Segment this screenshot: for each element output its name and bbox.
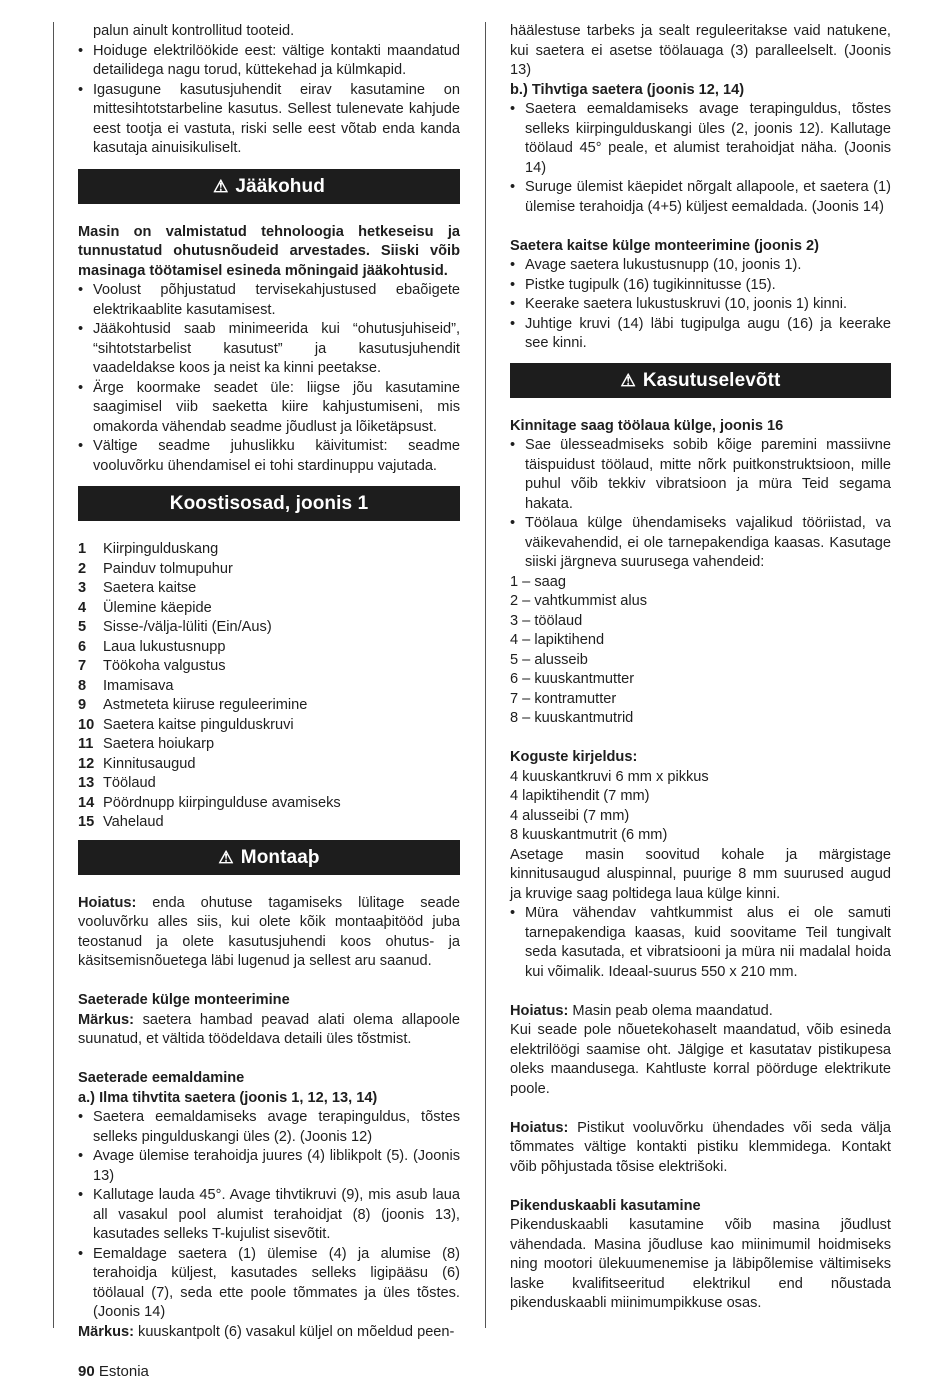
component-number: 9 (78, 697, 87, 713)
note-2: Märkus: kuuskantpolt (6) vasakul küljel on mõeldud peen- (78, 1323, 455, 1340)
component-item (78, 638, 460, 658)
component-item (78, 794, 460, 814)
section-heading-assembly: ⚠ Montaaþ (78, 840, 460, 875)
tools-list (510, 573, 891, 729)
list-item: • Sae ülesseadmiseks sobib kõige paremini massiivne täispuidust töölaud, mitte nõrk puitkonstruktsioon, mille puhul võib tekkiv vibratsioon ja müra Teid segama hakata. (510, 437, 891, 512)
component-item (78, 677, 460, 697)
list-item: • Voolust põhjustatud tervisekahjustused ebaõigete elektrikaablite kasutamisest. (78, 282, 460, 318)
component-number: 1 (78, 541, 87, 557)
component-item (78, 599, 460, 619)
list-item: • Kallutage lauda 45°. Avage tihvtikruvi (9), mis asub laua all vasakul pool alumist terahoidjat (8) (joonis 13), kasutades selleks T-kujulist sisevõtit. (78, 1187, 460, 1242)
extension-heading: Pikenduskaabli kasutamine (510, 1197, 701, 1214)
component-label: Ülemine käepide (103, 599, 212, 616)
component-item (78, 774, 460, 794)
tool-item: 3 – töölaud (510, 612, 583, 629)
part-item: 8 kuuskantmutrit (6 mm) (510, 827, 668, 843)
components-list (78, 540, 460, 833)
tool-item: 2 – vahtkummist alus (510, 593, 648, 609)
removal-heading: Saeterade eemaldamine (78, 1070, 245, 1086)
sub-heading-a: a.) Ilma tihvtita saetera (joonis 1, 12, 13, 14) (78, 1089, 378, 1106)
component-number: 6 (78, 638, 87, 655)
column-rule-left (53, 22, 54, 1328)
section-heading-commissioning: ⚠ Kasutuselevõtt (510, 363, 891, 398)
footer-language: Estonia (98, 1363, 149, 1380)
list-item: • Suruge ülemist käepidet nõrgalt allapoole, et saetera (1) ülemise terahoidja (4+5) küljest eemaldada. (Joonis 14) (510, 179, 891, 215)
section-heading-residual: ⚠ Jääkohud (78, 169, 460, 204)
component-label: Saetera hoiukarp (103, 736, 215, 752)
parts-list (510, 768, 891, 846)
tool-item: 4 – lapiktihend (510, 632, 605, 648)
warning-icon: ⚠ (213, 176, 229, 196)
component-label: Pöördnupp kiirpingulduse avamiseks (103, 794, 341, 811)
component-label: Vahelaud (103, 814, 164, 830)
list-item: • Avage ülemise terahoidja juures (4) liblikpolt (5). (Joonis 13) (78, 1148, 460, 1184)
list-item: • Hoiduge elektrilöökide eest: vältige kontakti maandatud detailidega nagu torud, küttekehad ja külmkapid. (78, 42, 460, 78)
extension-text: Pikenduskaabli kasutamine võib masina jõudlust vähendada. Masina jõudluse kao miinimumil hoidmiseks ning mootori ülekuumenemise ja läbipõlemise vältimiseks laske kvalifitseeritud elektrikul end nõustada pikenduskaabli miinimumpikkuse osas. (510, 1217, 891, 1311)
warning-icon: ⚠ (218, 847, 234, 867)
component-label: Painduv tolmupuhur (103, 560, 233, 577)
parts-text: Asetage masin soovitud kohale ja märgistage kinnitusaugud aluspinnal, puurige 8 mm suurused augud ja kruvige saag poltidega laua külge kinni. (510, 846, 891, 902)
right-column (510, 22, 891, 1314)
warning-ground: Hoiatus: Masin peab olema maandatud. (510, 1002, 773, 1019)
component-label: Laua lukustusnupp (103, 638, 226, 655)
component-number: 2 (78, 560, 87, 577)
component-item (78, 813, 460, 833)
component-number: 10 (78, 716, 95, 733)
component-item (78, 696, 460, 716)
component-item (78, 579, 460, 599)
intro-line: palun ainult kontrollitud tooteid. (93, 23, 295, 39)
tool-item: 8 – kuuskantmutrid (510, 710, 634, 726)
part-item: 4 kuuskantkruvi 6 mm x pikkus (510, 768, 709, 785)
warning-icon: ⚠ (620, 370, 636, 390)
page-number: 90 (78, 1363, 95, 1380)
component-label: Sisse-/välja-lüliti (Ein/Aus) (103, 619, 272, 635)
tool-item: 7 – kontramutter (510, 690, 617, 707)
list-item: • Avage saetera lukustusnupp (10, joonis 1). (510, 257, 802, 273)
warning-plug: Hoiatus: Pistikut vooluvõrku ühendades või seda välja tõmmates vältige kontakti pistiku klemmidega. Kontakt võib põhjustada tõsise elektrišoki. (510, 1119, 891, 1175)
component-item (78, 560, 460, 580)
component-number: 5 (78, 619, 87, 635)
component-number: 13 (78, 775, 95, 791)
mount-heading: Kinnitage saag töölaua külge, joonis 16 (510, 417, 784, 434)
component-item (78, 657, 460, 677)
part-item: 4 alusseibi (7 mm) (510, 807, 630, 824)
component-item (78, 618, 460, 638)
part-item: 4 lapiktihendit (7 mm) (510, 788, 650, 804)
list-item: • Saetera eemaldamiseks avage terapinguldus, tõstes selleks kiirpingulduskangi üles (2, joonis 12). Kallutage töölaud 45° peale, et alumist terahoidjat näha. (Joonis 14) (510, 101, 891, 176)
component-label: Kinnitusaugud (103, 755, 196, 772)
continued-text: häälestuse tarbeks ja sealt reguleeritakse vaid natukene, kui saetera ei asetse töölauaga (3) paralleelselt. (Joonis 13) (510, 23, 891, 78)
list-item: • Müra vähendav vahtkummist alus ei ole samuti tarnepakendiga kaasas, kuid soovitame Teil tungivalt seda kasutada, et vibratsiooni ja müra nii madalal hoida kui võimalik. Ideaal-suurus 550 x 210 mm. (510, 905, 891, 980)
ground-text: Kui seade pole nõuetekohaselt maandatud, võib esineda elektrilöögi saamise oht. Jälgige et kasutatav pistikupesa oleks maandusega. Kahtluste korral pöörduge elektrikute poole. (510, 1022, 891, 1097)
component-item (78, 716, 460, 736)
parts-heading: Koguste kirjeldus: (510, 749, 638, 765)
list-item: • Pistke tugipulk (16) tugikinnitusse (15). (510, 276, 776, 293)
blade-mount-heading: Saeterade külge monteerimine (78, 992, 290, 1008)
component-number: 3 (78, 580, 87, 596)
component-item (78, 735, 460, 755)
component-number: 14 (78, 794, 95, 811)
column-rule-center (485, 22, 486, 1328)
guard-heading: Saetera kaitse külge monteerimine (joonis 2) (510, 237, 820, 254)
component-number: 8 (78, 677, 87, 694)
section-heading-components: Koostisosad, joonis 1 (78, 486, 460, 521)
component-number: 12 (78, 755, 95, 772)
component-label: Töökoha valgustus (103, 658, 226, 674)
list-item: • Juhtige kruvi (14) läbi tugipulga augu (16) ja keerake see kinni. (510, 315, 891, 351)
assembly-warning: Hoiatus: enda ohutuse tagamiseks lülitage seade vooluvõrku alles siis, kui olete kõik montaaþitööd juba teostanud ja olete kasutusjuhendi koos ohutus- ja käsitsemisnõuetega läbi lugenud ja sellest aru saanud. (78, 894, 460, 969)
component-label: Astmeteta kiiruse reguleerimine (103, 697, 308, 713)
blade-note: Märkus: saetera hambad peavad alati olema allapoole suunatud, et vältida töödeldava detaili üles tõstmist. (78, 1011, 460, 1047)
tool-item: 1 – saag (510, 573, 566, 590)
tool-item: 5 – alusseib (510, 651, 588, 668)
component-number: 4 (78, 599, 87, 616)
left-column (78, 22, 460, 1342)
list-item: • Saetera eemaldamiseks avage terapinguldus, tõstes selleks pingulduskangi üles (2). (Joonis 12) (78, 1109, 460, 1145)
list-item: • Ärge koormake seadet üle: liigse jõu kasutamine saagimisel viib saeketta kiire kahjustumiseni, mis omakorda vähendab seadme jõudlust ja lõiketäpsust. (78, 379, 460, 435)
component-item (78, 755, 460, 775)
component-label: Imamisava (103, 677, 174, 694)
component-number: 15 (78, 814, 95, 830)
component-number: 7 (78, 658, 87, 674)
tool-item: 6 – kuuskantmutter (510, 671, 635, 687)
list-item: • Eemaldage saetera (1) ülemise (4) ja alumise (8) terahoidja küljest, kasutades selleks ligipääsu (6) töölaual (7), seda ette poole tõmmates ja üles tõstes. (Joonis 14) (78, 1245, 460, 1320)
list-item: • Jääkohtusid saab minimeerida kui “ohutusjuhiseid”, “sihtotstarbelist kasutust” ja kasutusjuhendit vaadeldakse koos ja neist ka kinni peetakse. (78, 321, 460, 376)
component-label: Saetera kaitse (103, 580, 197, 596)
component-item (78, 540, 460, 560)
component-label: Saetera kaitse pingulduskruvi (103, 716, 294, 733)
list-item: • Keerake saetera lukustuskruvi (10, joonis 1) kinni. (510, 296, 848, 312)
list-item: • Töölaua külge ühendamiseks vajalikud tööriistad, va väikevahendid, ei ole tarnepakendiga kaasas. Kasutage siiski järgneva suurusega vahendeid: (510, 515, 891, 570)
list-item: • Vältige seadme juhuslikku käivitumist: seadme vooluvõrku ühendamisel ei tohi stardinuppu vajutada. (78, 438, 460, 474)
component-number: 11 (78, 736, 94, 752)
component-label: Kiirpingulduskang (103, 541, 219, 557)
sub-heading-b: b.) Tihvtiga saetera (joonis 12, 14) (510, 81, 745, 98)
component-label: Töölaud (103, 775, 156, 791)
list-item: • Igasugune kasutusjuhendit eirav kasutamine on mittesihtotstarbeline kasutus. Sellest tulenevate kahjude eest tootja ei vastuta, riski selle eest võtab enda kanda kasutaja ainuisikuliselt. (78, 81, 460, 156)
page-footer (78, 1362, 149, 1382)
residual-lead: Masin on valmistatud tehnoloogia hetkeseisu ja tunnustatud ohutusnõudeid arvestades. Siiski võib masinaga töötamisel esineda mõningaid jääkohtusid. (78, 223, 460, 279)
